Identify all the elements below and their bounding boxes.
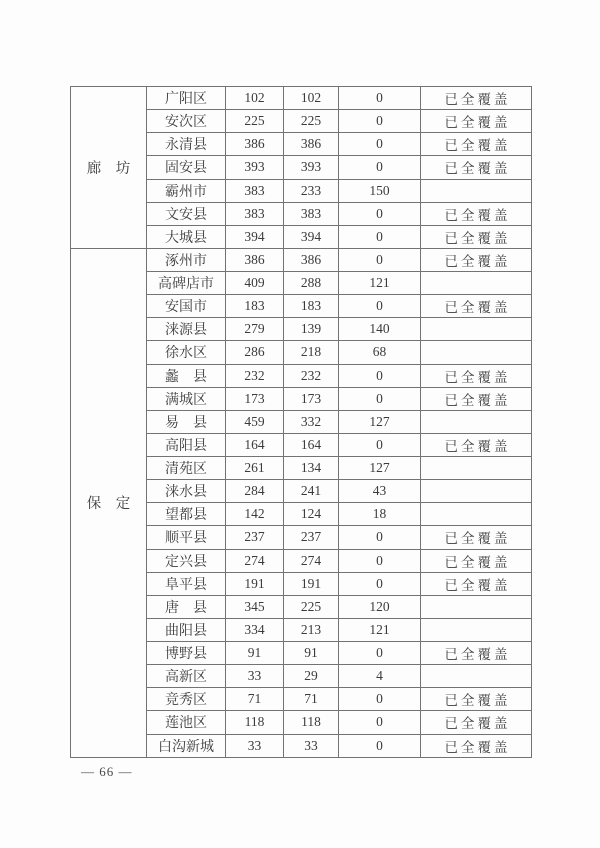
status-cell: 已全覆盖	[421, 133, 532, 156]
value-cell: 386	[226, 133, 284, 156]
value-cell: 118	[226, 711, 284, 734]
value-cell: 0	[339, 295, 421, 318]
value-cell: 18	[339, 503, 421, 526]
status-cell	[421, 665, 532, 688]
value-cell: 0	[339, 734, 421, 758]
county-cell: 永清县	[147, 133, 226, 156]
value-cell: 225	[284, 110, 339, 133]
value-cell: 91	[226, 642, 284, 665]
status-cell: 已全覆盖	[421, 110, 532, 133]
value-cell: 0	[339, 225, 421, 248]
value-cell: 71	[284, 688, 339, 711]
value-cell: 0	[339, 572, 421, 595]
value-cell: 183	[284, 295, 339, 318]
value-cell: 68	[339, 341, 421, 364]
county-cell: 蠡 县	[147, 364, 226, 387]
value-cell: 409	[226, 272, 284, 295]
value-cell: 173	[284, 387, 339, 410]
value-cell: 71	[226, 688, 284, 711]
county-cell: 高新区	[147, 665, 226, 688]
status-cell: 已全覆盖	[421, 225, 532, 248]
status-cell: 已全覆盖	[421, 711, 532, 734]
value-cell: 183	[226, 295, 284, 318]
value-cell: 43	[339, 480, 421, 503]
value-cell: 232	[226, 364, 284, 387]
status-cell	[421, 318, 532, 341]
status-cell: 已全覆盖	[421, 202, 532, 225]
status-cell	[421, 595, 532, 618]
value-cell: 0	[339, 549, 421, 572]
value-cell: 0	[339, 711, 421, 734]
value-cell: 164	[284, 433, 339, 456]
value-cell: 0	[339, 387, 421, 410]
county-cell: 顺平县	[147, 526, 226, 549]
value-cell: 173	[226, 387, 284, 410]
value-cell: 191	[226, 572, 284, 595]
value-cell: 164	[226, 433, 284, 456]
prefecture-cell: 廊 坊	[71, 87, 147, 249]
value-cell: 0	[339, 87, 421, 110]
county-cell: 曲阳县	[147, 618, 226, 641]
status-cell	[421, 503, 532, 526]
value-cell: 237	[284, 526, 339, 549]
value-cell: 0	[339, 133, 421, 156]
status-cell	[421, 179, 532, 202]
status-cell: 已全覆盖	[421, 387, 532, 410]
status-cell: 已全覆盖	[421, 549, 532, 572]
county-cell: 唐 县	[147, 595, 226, 618]
value-cell: 459	[226, 410, 284, 433]
county-cell: 徐水区	[147, 341, 226, 364]
value-cell: 139	[284, 318, 339, 341]
value-cell: 261	[226, 457, 284, 480]
value-cell: 118	[284, 711, 339, 734]
status-cell	[421, 410, 532, 433]
value-cell: 140	[339, 318, 421, 341]
value-cell: 0	[339, 202, 421, 225]
value-cell: 393	[226, 156, 284, 179]
county-cell: 文安县	[147, 202, 226, 225]
value-cell: 134	[284, 457, 339, 480]
value-cell: 225	[226, 110, 284, 133]
county-cell: 高阳县	[147, 433, 226, 456]
value-cell: 345	[226, 595, 284, 618]
value-cell: 0	[339, 642, 421, 665]
county-cell: 阜平县	[147, 572, 226, 595]
status-cell	[421, 457, 532, 480]
status-cell: 已全覆盖	[421, 688, 532, 711]
county-cell: 博野县	[147, 642, 226, 665]
value-cell: 142	[226, 503, 284, 526]
value-cell: 0	[339, 110, 421, 133]
value-cell: 0	[339, 248, 421, 271]
county-cell: 安国市	[147, 295, 226, 318]
value-cell: 29	[284, 665, 339, 688]
status-cell	[421, 341, 532, 364]
value-cell: 120	[339, 595, 421, 618]
county-cell: 霸州市	[147, 179, 226, 202]
value-cell: 394	[226, 225, 284, 248]
status-cell: 已全覆盖	[421, 433, 532, 456]
value-cell: 288	[284, 272, 339, 295]
value-cell: 91	[284, 642, 339, 665]
value-cell: 0	[339, 526, 421, 549]
value-cell: 218	[284, 341, 339, 364]
value-cell: 213	[284, 618, 339, 641]
value-cell: 121	[339, 618, 421, 641]
value-cell: 124	[284, 503, 339, 526]
value-cell: 0	[339, 688, 421, 711]
value-cell: 394	[284, 225, 339, 248]
county-cell: 易 县	[147, 410, 226, 433]
county-cell: 莲池区	[147, 711, 226, 734]
value-cell: 386	[284, 248, 339, 271]
county-cell: 广阳区	[147, 87, 226, 110]
value-cell: 274	[284, 549, 339, 572]
county-cell: 清苑区	[147, 457, 226, 480]
value-cell: 0	[339, 156, 421, 179]
status-cell: 已全覆盖	[421, 572, 532, 595]
value-cell: 332	[284, 410, 339, 433]
county-cell: 安次区	[147, 110, 226, 133]
value-cell: 279	[226, 318, 284, 341]
status-cell: 已全覆盖	[421, 364, 532, 387]
status-cell: 已全覆盖	[421, 734, 532, 758]
value-cell: 386	[284, 133, 339, 156]
value-cell: 121	[339, 272, 421, 295]
county-cell: 竞秀区	[147, 688, 226, 711]
county-cell: 定兴县	[147, 549, 226, 572]
value-cell: 241	[284, 480, 339, 503]
value-cell: 33	[226, 734, 284, 758]
status-cell	[421, 272, 532, 295]
county-cell: 高碑店市	[147, 272, 226, 295]
status-cell: 已全覆盖	[421, 248, 532, 271]
value-cell: 383	[226, 179, 284, 202]
county-cell: 满城区	[147, 387, 226, 410]
county-cell: 大城县	[147, 225, 226, 248]
county-cell: 白沟新城	[147, 734, 226, 758]
value-cell: 383	[226, 202, 284, 225]
value-cell: 127	[339, 457, 421, 480]
value-cell: 33	[226, 665, 284, 688]
value-cell: 393	[284, 156, 339, 179]
value-cell: 383	[284, 202, 339, 225]
value-cell: 284	[226, 480, 284, 503]
county-cell: 固安县	[147, 156, 226, 179]
value-cell: 237	[226, 526, 284, 549]
coverage-table	[70, 86, 532, 758]
county-cell: 涿州市	[147, 248, 226, 271]
status-cell: 已全覆盖	[421, 642, 532, 665]
page-number: — 66 —	[81, 764, 133, 779]
value-cell: 386	[226, 248, 284, 271]
value-cell: 286	[226, 341, 284, 364]
value-cell: 0	[339, 433, 421, 456]
value-cell: 102	[226, 87, 284, 110]
status-cell: 已全覆盖	[421, 295, 532, 318]
table-row	[71, 248, 532, 271]
status-cell: 已全覆盖	[421, 526, 532, 549]
value-cell: 233	[284, 179, 339, 202]
county-cell: 涞源县	[147, 318, 226, 341]
value-cell: 274	[226, 549, 284, 572]
status-cell: 已全覆盖	[421, 87, 532, 110]
value-cell: 232	[284, 364, 339, 387]
value-cell: 102	[284, 87, 339, 110]
county-cell: 涞水县	[147, 480, 226, 503]
county-cell: 望都县	[147, 503, 226, 526]
table-body	[71, 87, 532, 758]
value-cell: 0	[339, 364, 421, 387]
table-row	[71, 87, 532, 110]
value-cell: 150	[339, 179, 421, 202]
value-cell: 4	[339, 665, 421, 688]
value-cell: 127	[339, 410, 421, 433]
status-cell	[421, 618, 532, 641]
status-cell: 已全覆盖	[421, 156, 532, 179]
prefecture-cell: 保 定	[71, 248, 147, 757]
value-cell: 225	[284, 595, 339, 618]
value-cell: 33	[284, 734, 339, 758]
value-cell: 191	[284, 572, 339, 595]
value-cell: 334	[226, 618, 284, 641]
status-cell	[421, 480, 532, 503]
